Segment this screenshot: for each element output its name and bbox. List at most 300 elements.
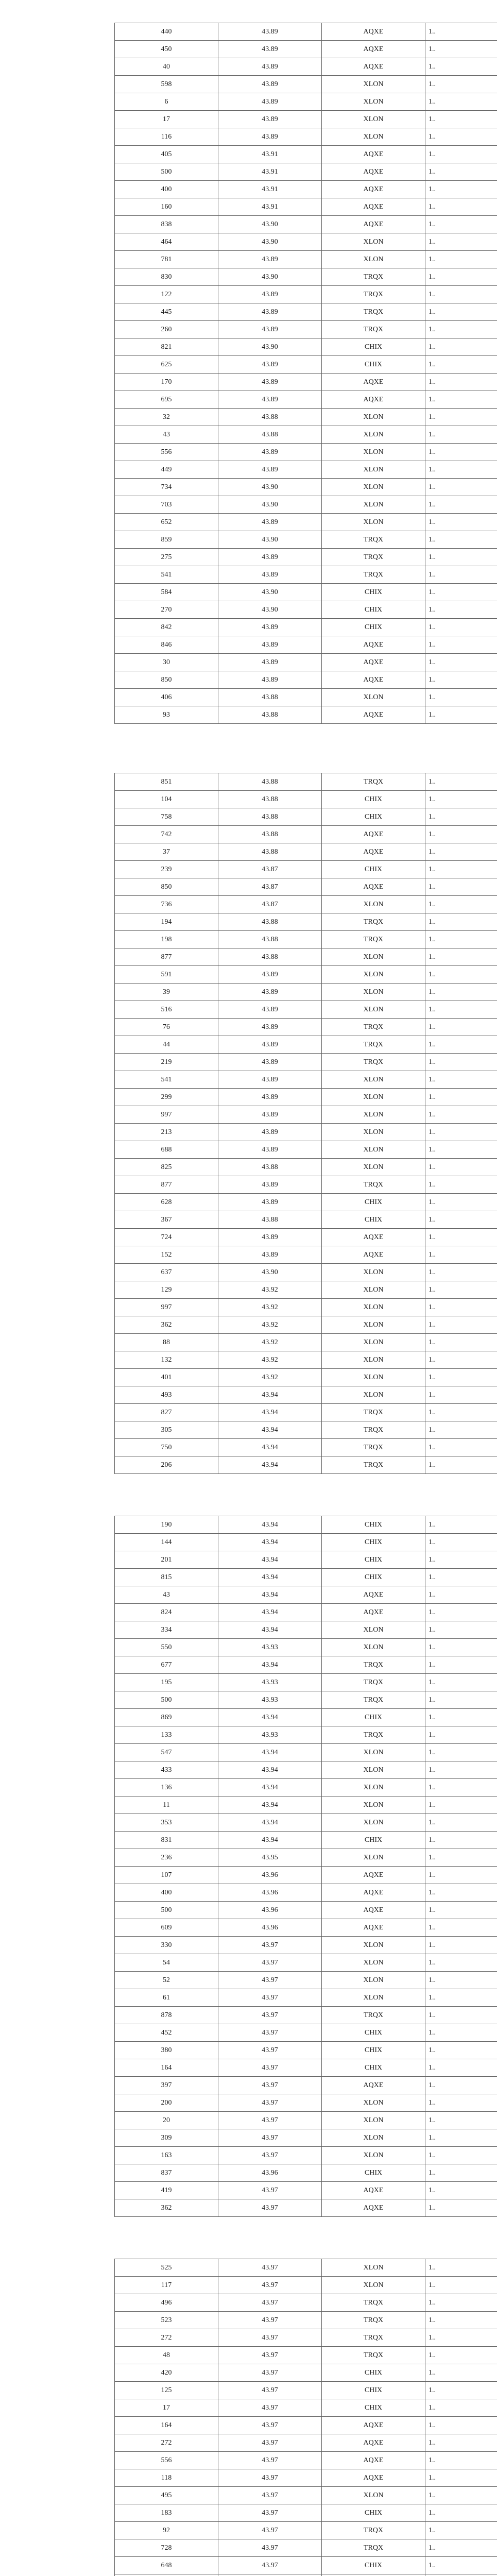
- trade-table: [114, 2259, 497, 2576]
- time-cell: 1..: [425, 1351, 497, 1369]
- time-cell: 1..: [425, 128, 497, 146]
- price-cell: 43.88: [218, 931, 322, 948]
- venue-cell: XLON: [322, 1386, 425, 1404]
- time-cell: 1..: [425, 2522, 497, 2539]
- table-row: [115, 1264, 497, 1281]
- time-cell: 1..: [425, 1369, 497, 1386]
- time-cell: 1..: [425, 496, 497, 514]
- price-cell: 43.90: [218, 496, 322, 514]
- price-cell: 43.90: [218, 531, 322, 549]
- price-cell: 43.91: [218, 146, 322, 163]
- venue-cell: XLON: [322, 948, 425, 966]
- table-row: [115, 216, 497, 233]
- price-cell: 43.90: [218, 1264, 322, 1281]
- quantity-cell: 380: [115, 2042, 218, 2059]
- venue-cell: TRQX: [322, 773, 425, 791]
- price-cell: 43.94: [218, 1456, 322, 1474]
- quantity-cell: 452: [115, 2024, 218, 2042]
- quantity-cell: 164: [115, 2417, 218, 2434]
- venue-cell: TRQX: [322, 2522, 425, 2539]
- time-cell: 1..: [425, 268, 497, 286]
- venue-cell: TRQX: [322, 1439, 425, 1456]
- price-cell: 43.97: [218, 2364, 322, 2382]
- quantity-cell: 37: [115, 843, 218, 861]
- time-cell: 1..: [425, 2112, 497, 2129]
- price-cell: 43.97: [218, 2399, 322, 2417]
- quantity-cell: 695: [115, 391, 218, 409]
- venue-cell: CHIX: [322, 1194, 425, 1211]
- venue-cell: AQXE: [322, 2199, 425, 2217]
- venue-cell: XLON: [322, 1849, 425, 1867]
- trade-table: [114, 1516, 497, 2217]
- quantity-cell: 500: [115, 1691, 218, 1709]
- table-row: [115, 566, 497, 584]
- time-cell: 1..: [425, 1299, 497, 1316]
- time-cell: 1..: [425, 1124, 497, 1141]
- quantity-cell: 781: [115, 251, 218, 268]
- quantity-cell: 305: [115, 1421, 218, 1439]
- time-cell: 1..: [425, 1404, 497, 1421]
- table-row: [115, 654, 497, 671]
- quantity-cell: 164: [115, 2059, 218, 2077]
- venue-cell: AQXE: [322, 1246, 425, 1264]
- price-cell: 43.94: [218, 1404, 322, 1421]
- table-row: [115, 1814, 497, 1832]
- time-cell: 1..: [425, 1054, 497, 1071]
- time-cell: 1..: [425, 374, 497, 391]
- price-cell: 43.91: [218, 163, 322, 181]
- price-cell: 43.89: [218, 374, 322, 391]
- table-row: [115, 1709, 497, 1726]
- venue-cell: XLON: [322, 1954, 425, 1972]
- table-row: [115, 2059, 497, 2077]
- venue-cell: XLON: [322, 1159, 425, 1176]
- quantity-cell: 136: [115, 1779, 218, 1797]
- time-cell: 1..: [425, 808, 497, 826]
- venue-cell: XLON: [322, 2147, 425, 2164]
- time-cell: [425, 2574, 497, 2576]
- quantity-cell: 496: [115, 2294, 218, 2312]
- table-row: [115, 251, 497, 268]
- venue-cell: AQXE: [322, 2077, 425, 2094]
- quantity-cell: 405: [115, 146, 218, 163]
- quantity-cell: 213: [115, 1124, 218, 1141]
- time-cell: 1..: [425, 636, 497, 654]
- price-cell: 43.89: [218, 1019, 322, 1036]
- price-cell: 43.97: [218, 2539, 322, 2557]
- quantity-cell: 550: [115, 1639, 218, 1656]
- venue-cell: AQXE: [322, 374, 425, 391]
- quantity-cell: 493: [115, 1386, 218, 1404]
- price-cell: 43.93: [218, 1691, 322, 1709]
- venue-cell: XLON: [322, 111, 425, 128]
- quantity-cell: 464: [115, 233, 218, 251]
- quantity-cell: 132: [115, 1351, 218, 1369]
- venue-cell: XLON: [322, 461, 425, 479]
- time-cell: 1..: [425, 58, 497, 76]
- quantity-cell: 54: [115, 1954, 218, 1972]
- table-row: [115, 896, 497, 913]
- quantity-cell: 20: [115, 2112, 218, 2129]
- venue-cell: XLON: [322, 128, 425, 146]
- price-cell: 43.94: [218, 1744, 322, 1761]
- quantity-cell: 362: [115, 1316, 218, 1334]
- table-row: [115, 931, 497, 948]
- price-cell: 43.89: [218, 654, 322, 671]
- venue-cell: CHIX: [322, 2382, 425, 2399]
- quantity-cell: 433: [115, 1761, 218, 1779]
- time-cell: 1..: [425, 1691, 497, 1709]
- venue-cell: XLON: [322, 2112, 425, 2129]
- price-cell: 43.93: [218, 1639, 322, 1656]
- venue-cell: AQXE: [322, 1604, 425, 1621]
- table-row: [115, 2077, 497, 2094]
- time-cell: 1..: [425, 2382, 497, 2399]
- time-cell: 1..: [425, 1604, 497, 1621]
- venue-cell: CHIX: [322, 2059, 425, 2077]
- time-cell: 1..: [425, 2094, 497, 2112]
- time-cell: 1..: [425, 356, 497, 374]
- table-row: [115, 321, 497, 338]
- quantity-cell: 206: [115, 1456, 218, 1474]
- venue-cell: CHIX: [322, 2024, 425, 2042]
- quantity-cell: 556: [115, 2452, 218, 2469]
- quantity-cell: 850: [115, 878, 218, 896]
- table-row: [115, 233, 497, 251]
- time-cell: 1..: [425, 321, 497, 338]
- price-cell: 43.97: [218, 2094, 322, 2112]
- venue-cell: AQXE: [322, 2182, 425, 2199]
- table-row: [115, 2024, 497, 2042]
- price-cell: 43.88: [218, 1211, 322, 1229]
- quantity-cell: 133: [115, 1726, 218, 1744]
- price-cell: 43.94: [218, 1797, 322, 1814]
- time-cell: 1..: [425, 444, 497, 461]
- table-row: [115, 2469, 497, 2487]
- table-row: [115, 426, 497, 444]
- table-row: [115, 689, 497, 706]
- time-cell: 1..: [425, 2329, 497, 2347]
- time-cell: 1..: [425, 2504, 497, 2522]
- quantity-cell: 869: [115, 1709, 218, 1726]
- time-cell: 1..: [425, 1832, 497, 1849]
- time-cell: 1..: [425, 1019, 497, 1036]
- table-row: [115, 913, 497, 931]
- time-cell: 1..: [425, 913, 497, 931]
- table-row: [115, 303, 497, 321]
- table-row: [115, 514, 497, 531]
- time-cell: 1..: [425, 2294, 497, 2312]
- quantity-cell: 239: [115, 861, 218, 878]
- quantity-cell: 703: [115, 496, 218, 514]
- venue-cell: TRQX: [322, 1404, 425, 1421]
- table-row: [115, 268, 497, 286]
- venue-cell: AQXE: [322, 671, 425, 689]
- price-cell: 43.89: [218, 966, 322, 984]
- venue-cell: AQXE: [322, 2417, 425, 2434]
- table-row: [115, 2364, 497, 2382]
- quantity-cell: 39: [115, 984, 218, 1001]
- price-cell: 43.94: [218, 1516, 322, 1534]
- quantity-cell: 609: [115, 1919, 218, 1937]
- price-cell: 43.88: [218, 689, 322, 706]
- table-row: [115, 2329, 497, 2347]
- table-row: [115, 1744, 497, 1761]
- table-row: [115, 2399, 497, 2417]
- time-cell: 1..: [425, 2147, 497, 2164]
- venue-cell: AQXE: [322, 2452, 425, 2469]
- time-cell: 1..: [425, 1036, 497, 1054]
- quantity-cell: 877: [115, 948, 218, 966]
- venue-cell: XLON: [322, 1124, 425, 1141]
- price-cell: 43.97: [218, 2294, 322, 2312]
- table-row: [115, 1569, 497, 1586]
- time-cell: 1..: [425, 76, 497, 93]
- price-cell: 43.89: [218, 286, 322, 303]
- time-cell: 1..: [425, 1919, 497, 1937]
- price-cell: 43.90: [218, 216, 322, 233]
- venue-cell: CHIX: [322, 1211, 425, 1229]
- table-row: [115, 2294, 497, 2312]
- price-cell: 43.89: [218, 356, 322, 374]
- table-row: [115, 128, 497, 146]
- venue-cell: CHIX: [322, 2042, 425, 2059]
- venue-cell: AQXE: [322, 198, 425, 216]
- time-cell: 1..: [425, 233, 497, 251]
- quantity-cell: 272: [115, 2329, 218, 2347]
- table-row: [115, 444, 497, 461]
- venue-cell: AQXE: [322, 58, 425, 76]
- price-cell: 43.89: [218, 461, 322, 479]
- table-row: [115, 338, 497, 356]
- price-cell: 43.94: [218, 1709, 322, 1726]
- price-cell: 43.88: [218, 826, 322, 843]
- table-row: [115, 1089, 497, 1106]
- price-cell: 43.90: [218, 233, 322, 251]
- venue-cell: AQXE: [322, 1884, 425, 1902]
- venue-cell: XLON: [322, 1989, 425, 2007]
- venue-cell: TRQX: [322, 1019, 425, 1036]
- quantity-cell: 648: [115, 2557, 218, 2574]
- venue-cell: TRQX: [322, 1726, 425, 1744]
- time-cell: 1..: [425, 1176, 497, 1194]
- time-cell: 1..: [425, 391, 497, 409]
- venue-cell: CHIX: [322, 808, 425, 826]
- venue-cell: AQXE: [322, 636, 425, 654]
- venue-cell: AQXE: [322, 41, 425, 58]
- table-row: [115, 843, 497, 861]
- price-cell: 43.97: [218, 2199, 322, 2217]
- venue-cell: AQXE: [322, 391, 425, 409]
- price-cell: 43.90: [218, 584, 322, 601]
- price-cell: 43.90: [218, 268, 322, 286]
- table-row: [115, 2487, 497, 2504]
- time-cell: 1..: [425, 2164, 497, 2182]
- time-cell: 1..: [425, 549, 497, 566]
- price-cell: 43.97: [218, 2417, 322, 2434]
- quantity-cell: 591: [115, 966, 218, 984]
- venue-cell: CHIX: [322, 338, 425, 356]
- table-row: [115, 1954, 497, 1972]
- price-cell: 43.94: [218, 1832, 322, 1849]
- time-cell: 1..: [425, 1937, 497, 1954]
- price-cell: 43.89: [218, 671, 322, 689]
- price-cell: 43.94: [218, 1421, 322, 1439]
- table-row: [115, 286, 497, 303]
- price-cell: 43.89: [218, 303, 322, 321]
- table-row: [115, 861, 497, 878]
- table-row: [115, 93, 497, 111]
- quantity-cell: 523: [115, 2312, 218, 2329]
- time-cell: 1..: [425, 163, 497, 181]
- venue-cell: TRQX: [322, 321, 425, 338]
- price-cell: 43.87: [218, 861, 322, 878]
- table-row: [115, 2042, 497, 2059]
- price-cell: 43.87: [218, 878, 322, 896]
- quantity-cell: 495: [115, 2487, 218, 2504]
- venue-cell: XLON: [322, 1797, 425, 1814]
- table-row: [115, 948, 497, 966]
- price-cell: 43.87: [218, 896, 322, 913]
- price-cell: 43.94: [218, 1779, 322, 1797]
- quantity-cell: 838: [115, 216, 218, 233]
- table-row: [115, 1972, 497, 1989]
- venue-cell: XLON: [322, 76, 425, 93]
- table-row: [115, 966, 497, 984]
- quantity-cell: 997: [115, 1106, 218, 1124]
- time-cell: 1..: [425, 861, 497, 878]
- quantity-cell: 334: [115, 1621, 218, 1639]
- quantity-cell: 440: [115, 23, 218, 41]
- time-cell: 1..: [425, 2364, 497, 2382]
- time-cell: 1..: [425, 2182, 497, 2199]
- quantity-cell: [115, 2574, 218, 2576]
- table-row: [115, 584, 497, 601]
- table-row: [115, 1604, 497, 1621]
- table-row: [115, 409, 497, 426]
- table-row: [115, 2199, 497, 2217]
- time-cell: 1..: [425, 1334, 497, 1351]
- price-cell: 43.94: [218, 1621, 322, 1639]
- price-cell: 43.91: [218, 181, 322, 198]
- time-cell: 1..: [425, 2129, 497, 2147]
- table-row: [115, 2347, 497, 2364]
- time-cell: 1..: [425, 1656, 497, 1674]
- quantity-cell: 742: [115, 826, 218, 843]
- quantity-cell: 406: [115, 689, 218, 706]
- table-row: [115, 2434, 497, 2452]
- venue-cell: TRQX: [322, 1691, 425, 1709]
- venue-cell: TRQX: [322, 2294, 425, 2312]
- time-cell: 1..: [425, 1194, 497, 1211]
- table-row: [115, 1211, 497, 1229]
- table-row: [115, 1246, 497, 1264]
- price-cell: 43.92: [218, 1351, 322, 1369]
- venue-cell: XLON: [322, 444, 425, 461]
- venue-cell: CHIX: [322, 791, 425, 808]
- time-cell: 1..: [425, 791, 497, 808]
- table-block-3: [114, 1516, 497, 2217]
- time-cell: 1..: [425, 1569, 497, 1586]
- venue-cell: TRQX: [322, 531, 425, 549]
- time-cell: 1..: [425, 2557, 497, 2574]
- time-cell: 1..: [425, 601, 497, 619]
- time-cell: 1..: [425, 826, 497, 843]
- time-cell: 1..: [425, 2399, 497, 2417]
- price-cell: 43.89: [218, 549, 322, 566]
- table-block-4: [114, 2259, 497, 2576]
- price-cell: 43.89: [218, 93, 322, 111]
- time-cell: 1..: [425, 1316, 497, 1334]
- time-cell: 1..: [425, 531, 497, 549]
- price-cell: 43.97: [218, 2129, 322, 2147]
- venue-cell: CHIX: [322, 2557, 425, 2574]
- quantity-cell: 11: [115, 1797, 218, 1814]
- price-cell: 43.88: [218, 706, 322, 724]
- table-row: [115, 1989, 497, 2007]
- venue-cell: TRQX: [322, 1456, 425, 1474]
- venue-cell: XLON: [322, 1316, 425, 1334]
- table-row: [115, 1586, 497, 1604]
- table-row: [115, 808, 497, 826]
- venue-cell: XLON: [322, 966, 425, 984]
- price-cell: 43.90: [218, 479, 322, 496]
- quantity-cell: 445: [115, 303, 218, 321]
- venue-cell: XLON: [322, 514, 425, 531]
- time-cell: 1..: [425, 181, 497, 198]
- time-cell: 1..: [425, 1902, 497, 1919]
- time-cell: 1..: [425, 1761, 497, 1779]
- table-row: [115, 773, 497, 791]
- table-row: [115, 2382, 497, 2399]
- venue-cell: XLON: [322, 496, 425, 514]
- table-row: [115, 601, 497, 619]
- price-cell: 43.97: [218, 2147, 322, 2164]
- price-cell: [218, 2574, 322, 2576]
- venue-cell: TRQX: [322, 1674, 425, 1691]
- price-cell: 43.93: [218, 1674, 322, 1691]
- quantity-cell: 122: [115, 286, 218, 303]
- time-cell: 1..: [425, 1089, 497, 1106]
- quantity-cell: 30: [115, 654, 218, 671]
- time-cell: 1..: [425, 2417, 497, 2434]
- venue-cell: XLON: [322, 1937, 425, 1954]
- quantity-cell: 48: [115, 2347, 218, 2364]
- time-cell: 1..: [425, 2539, 497, 2557]
- price-cell: 43.94: [218, 1439, 322, 1456]
- table-row: [115, 2522, 497, 2539]
- quantity-cell: 827: [115, 1404, 218, 1421]
- quantity-cell: 200: [115, 2094, 218, 2112]
- table-row: [115, 1867, 497, 1884]
- time-cell: 1..: [425, 286, 497, 303]
- venue-cell: XLON: [322, 2277, 425, 2294]
- venue-cell: XLON: [322, 479, 425, 496]
- table-row: [115, 1351, 497, 1369]
- time-cell: 1..: [425, 1211, 497, 1229]
- time-cell: 1..: [425, 1229, 497, 1246]
- quantity-cell: 728: [115, 2539, 218, 2557]
- table-row: [115, 2452, 497, 2469]
- time-cell: 1..: [425, 1001, 497, 1019]
- venue-cell: CHIX: [322, 1709, 425, 1726]
- venue-cell: XLON: [322, 1972, 425, 1989]
- venue-cell: XLON: [322, 1281, 425, 1299]
- time-cell: 1..: [425, 1456, 497, 1474]
- price-cell: 43.88: [218, 948, 322, 966]
- venue-cell: XLON: [322, 1639, 425, 1656]
- price-cell: 43.97: [218, 2329, 322, 2347]
